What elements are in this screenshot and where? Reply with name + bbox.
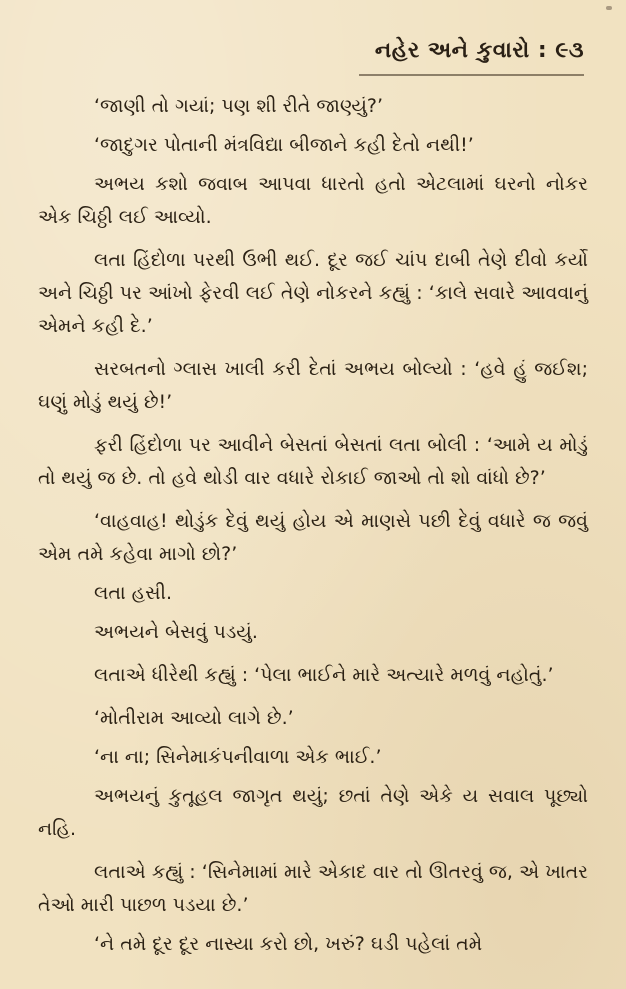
body-text xyxy=(38,90,588,967)
paragraph: અભયને બેસવું પડયું. xyxy=(94,621,258,643)
header-underline xyxy=(359,74,584,76)
paragraph: લતાએ ધીરેથી કહ્યું : ‘પેલા ભાઈને મારે અત્યારે મળવું નહોતું.’ xyxy=(94,664,554,686)
paragraph: સરબતનો ગ્લાસ ખાલી કરી દેતાં અભય બોલ્યો : ‘હવે હું જઈશ; ઘણું મોડું થયું છે!’ xyxy=(38,358,588,413)
paragraph: ‘ને તમે દૂર દૂર નાસ્યા કરો છો, ખરું? ઘડી પહેલાં તમે xyxy=(94,933,483,955)
corner-speck xyxy=(606,6,612,10)
paragraph: ફરી હિંદોળા પર આવીને બેસતાં બેસતાં લતા બોલી : ‘આમે ય મોડું તો થયું જ છે. તો હવે થોડી વાર વધારે રોકાઈ જાઓ તો શો વાંધો છે?’ xyxy=(38,434,588,489)
paragraph: ‘મોતીરામ આવ્યો લાગે છે.’ xyxy=(94,707,294,729)
paragraph: લતા હિંદોળા પરથી ઉભી થઈ. દૂર જઈ ચાંપ દાબી તેણે દીવો કર્યો અને ચિઠ્ઠી પર આંખો ફેરવી લઈ તેણે નોકરને કહ્યું : ‘કાલે સવારે આવવાનું એમને કહી દે.’ xyxy=(38,249,588,337)
paragraph: ‘વાહવાહ! થોડુંક દેવું થયું હોય એ માણસે પછી દેવું વધારે જ જવું એમ તમે કહેવા માગો છો?’ xyxy=(38,510,588,565)
paragraph: અભય કશો જવાબ આપવા ધારતો હતો એટલામાં ઘરનો નોકર એક ચિઠ્ઠી લઈ આવ્યો. xyxy=(38,173,588,228)
paragraph: ‘ના ના; સિનેમાકંપનીવાળા એક ભાઈ.’ xyxy=(94,746,382,768)
paragraph: લતાએ કહ્યું : ‘સિનેમામાં મારે એકાદ વાર તો ઊતરવું જ, એ ખાતર તેઓ મારી પાછળ પડયા છે.’ xyxy=(38,861,588,916)
paragraph: અભયનું કુતૂહલ જાગૃત થયું; છતાં તેણે એકે ય સવાલ પૂછ્યો નહિ. xyxy=(38,785,588,840)
running-header: નહેર અને કુવારો : ૯૩ xyxy=(374,38,584,63)
paragraph: ‘જાણી તો ગયાં; પણ શી રીતે જાણ્યું?’ xyxy=(94,95,384,117)
paragraph: ‘જાદુગર પોતાની મંત્રવિદ્યા બીજાને કહી દેતો નથી!’ xyxy=(94,134,474,156)
paragraph: લતા હસી. xyxy=(94,582,173,604)
